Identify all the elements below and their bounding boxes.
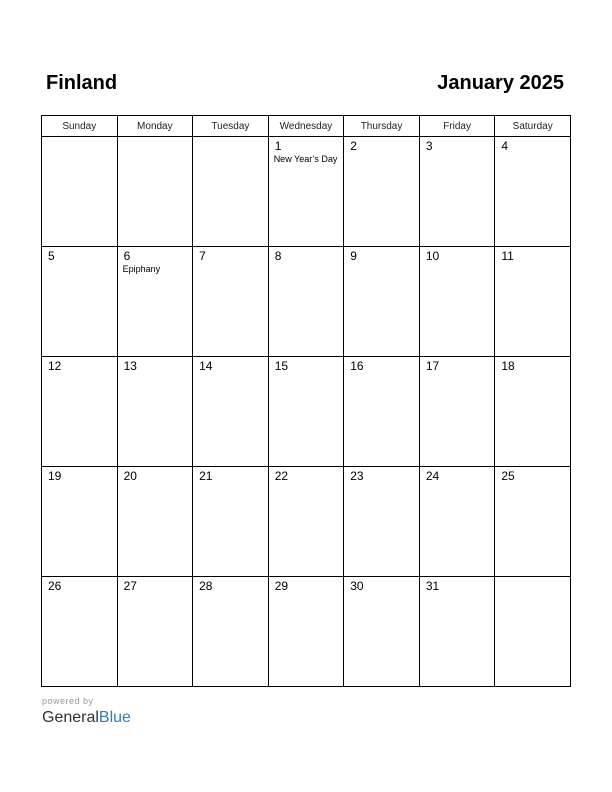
day-number: 6	[123, 249, 131, 263]
calendar-day-cell	[42, 467, 118, 577]
day-number: 15	[274, 359, 289, 373]
calendar-day-cell	[419, 577, 495, 687]
weekday-header: Wednesday	[268, 116, 344, 137]
calendar-title-country: Finland	[46, 72, 118, 94]
calendar-day-cell	[419, 357, 495, 467]
weekday-header: Friday	[419, 116, 495, 137]
day-number: 25	[501, 469, 515, 483]
day-number: 11	[501, 249, 514, 263]
day-number: 17	[425, 359, 440, 373]
calendar-day-cell	[344, 467, 420, 577]
calendar-day-cell	[117, 577, 193, 687]
calendar-day-cell	[419, 467, 495, 577]
calendar-day-cell	[495, 137, 571, 247]
calendar-title-month: January 2025	[437, 72, 564, 94]
day-number: 9	[350, 249, 357, 263]
logo-text-blue: Blue	[98, 709, 131, 726]
day-number: 13	[123, 359, 137, 373]
calendar-day-cell	[495, 357, 571, 467]
calendar-week-row	[42, 247, 571, 357]
holiday-label: New Year’s Day	[273, 154, 338, 164]
day-number: 30	[350, 579, 364, 593]
calendar-day-cell	[42, 577, 118, 687]
weekday-header: Monday	[117, 116, 193, 137]
weekday-header: Tuesday	[193, 116, 269, 137]
calendar-day-cell	[344, 247, 420, 357]
holiday-label: Epiphany	[122, 264, 161, 274]
day-number: 7	[199, 249, 206, 263]
powered-by-text: powered by	[42, 696, 94, 706]
calendar-week-row	[42, 577, 571, 687]
calendar-day-cell	[268, 357, 344, 467]
day-number	[495, 577, 570, 579]
day-number	[42, 137, 117, 139]
day-number	[118, 137, 193, 139]
day-number: 22	[274, 469, 289, 483]
day-number: 2	[350, 139, 357, 153]
calendar-day-cell	[117, 247, 193, 357]
day-number: 23	[350, 469, 364, 483]
weekday-header: Sunday	[42, 116, 118, 137]
day-number: 27	[123, 579, 137, 593]
calendar-day-cell	[419, 247, 495, 357]
calendar-day-cell	[193, 357, 269, 467]
calendar-day-cell	[193, 467, 269, 577]
calendar-day-cell	[268, 137, 344, 247]
day-number	[193, 137, 268, 139]
day-number: 29	[274, 579, 289, 593]
calendar-day-cell	[344, 137, 420, 247]
day-number: 3	[425, 139, 433, 153]
day-number: 18	[501, 359, 515, 373]
calendar-week-row	[42, 357, 571, 467]
calendar-grid	[41, 115, 571, 687]
calendar-day-cell	[117, 137, 193, 247]
generalblue-logo	[42, 708, 131, 728]
day-number: 20	[123, 469, 137, 483]
footer-branding	[42, 696, 131, 728]
calendar-day-cell	[193, 137, 269, 247]
weekday-header: Saturday	[495, 116, 571, 137]
calendar-day-cell	[344, 577, 420, 687]
day-number: 19	[48, 469, 62, 483]
day-number: 1	[274, 139, 282, 153]
calendar-day-cell	[268, 467, 344, 577]
logo-text-general: General	[42, 709, 99, 726]
calendar-day-cell	[495, 247, 571, 357]
calendar-day-cell	[42, 247, 118, 357]
calendar-day-cell	[117, 467, 193, 577]
calendar-day-cell	[495, 467, 571, 577]
calendar-day-cell	[193, 247, 269, 357]
day-number: 28	[199, 579, 213, 593]
day-number: 21	[199, 469, 213, 483]
day-number: 26	[48, 579, 62, 593]
day-number: 16	[350, 359, 364, 373]
calendar-day-cell	[193, 577, 269, 687]
day-number: 24	[425, 469, 440, 483]
calendar-day-cell	[495, 577, 571, 687]
calendar-day-cell	[42, 137, 118, 247]
weekday-header-row	[42, 116, 571, 137]
calendar-day-cell	[42, 357, 118, 467]
calendar-day-cell	[344, 357, 420, 467]
day-number: 8	[274, 249, 282, 263]
day-number: 12	[48, 359, 62, 373]
day-number: 5	[48, 249, 55, 263]
calendar-day-cell	[268, 247, 344, 357]
day-number: 31	[425, 579, 440, 593]
day-number: 4	[501, 139, 509, 153]
calendar-week-row	[42, 467, 571, 577]
calendar-day-cell	[419, 137, 495, 247]
calendar-day-cell	[268, 577, 344, 687]
weekday-header: Thursday	[344, 116, 420, 137]
day-number: 14	[199, 359, 213, 373]
day-number: 10	[425, 249, 440, 263]
calendar-week-row	[42, 137, 571, 247]
calendar-day-cell	[117, 357, 193, 467]
